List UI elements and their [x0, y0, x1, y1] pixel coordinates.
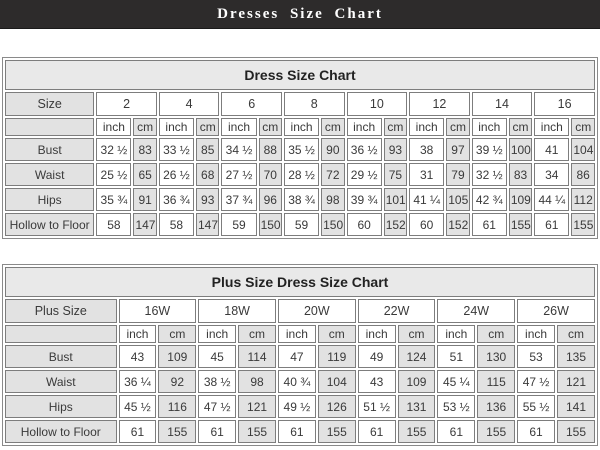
measurement-inch-value: 35 ½ [284, 138, 319, 161]
measurement-cm-value: 85 [196, 138, 219, 161]
measurement-inch-value: 53 ½ [437, 395, 475, 418]
measurement-inch-value: 61 [198, 420, 236, 443]
measurement-cm-value: 97 [446, 138, 469, 161]
measurement-cm-value: 155 [238, 420, 276, 443]
measurement-inch-value: 39 ½ [472, 138, 507, 161]
table-row [5, 188, 595, 211]
size-value: 6 [221, 92, 282, 116]
unit-cm-header: cm [133, 118, 156, 136]
unit-inch-header: inch [198, 325, 236, 343]
measurement-cm-value: 92 [158, 370, 196, 393]
size-value: 8 [284, 92, 345, 116]
measurement-row-label: Bust [5, 345, 117, 368]
unit-cm-header: cm [446, 118, 469, 136]
table-row [5, 163, 595, 186]
measurement-inch-value: 47 ½ [517, 370, 555, 393]
measurement-cm-value: 147 [196, 213, 219, 236]
measurement-inch-value: 32 ½ [472, 163, 507, 186]
measurement-cm-value: 155 [509, 213, 532, 236]
page-title: Dresses Size Chart [217, 5, 383, 22]
size-value: 12 [409, 92, 470, 116]
unit-cm-header: cm [398, 325, 436, 343]
unit-inch-header: inch [437, 325, 475, 343]
measurement-inch-value: 44 ¼ [534, 188, 569, 211]
unit-inch-header: inch [409, 118, 444, 136]
measurement-cm-value: 150 [259, 213, 282, 236]
measurement-inch-value: 41 [534, 138, 569, 161]
measurement-cm-value: 79 [446, 163, 469, 186]
unit-inch-header: inch [96, 118, 131, 136]
measurement-cm-value: 70 [259, 163, 282, 186]
measurement-inch-value: 43 [358, 370, 396, 393]
measurement-cm-value: 65 [133, 163, 156, 186]
measurement-cm-value: 155 [158, 420, 196, 443]
measurement-inch-value: 45 ¼ [437, 370, 475, 393]
measurement-inch-value: 34 ½ [221, 138, 256, 161]
unit-inch-header: inch [278, 325, 316, 343]
corner-cell [5, 118, 94, 136]
measurement-inch-value: 60 [409, 213, 444, 236]
measurement-cm-value: 93 [384, 138, 407, 161]
table-title: Dress Size Chart [5, 60, 595, 90]
unit-cm-header: cm [196, 118, 219, 136]
measurement-inch-value: 27 ½ [221, 163, 256, 186]
size-column-header: Size [5, 92, 94, 116]
measurement-cm-value: 155 [318, 420, 356, 443]
size-value: 22W [358, 299, 436, 323]
measurement-inch-value: 39 ¾ [347, 188, 382, 211]
measurement-inch-value: 53 [517, 345, 555, 368]
measurement-cm-value: 86 [571, 163, 595, 186]
measurement-cm-value: 68 [196, 163, 219, 186]
measurement-inch-value: 51 [437, 345, 475, 368]
measurement-cm-value: 83 [133, 138, 156, 161]
measurement-cm-value: 88 [259, 138, 282, 161]
unit-cm-header: cm [509, 118, 532, 136]
table-row [5, 138, 595, 161]
measurement-cm-value: 104 [571, 138, 595, 161]
table-row [5, 345, 595, 368]
measurement-inch-value: 41 ¼ [409, 188, 444, 211]
measurement-cm-value: 83 [509, 163, 532, 186]
unit-inch-header: inch [358, 325, 396, 343]
measurement-inch-value: 61 [278, 420, 316, 443]
measurement-row-label: Hollow to Floor [5, 420, 117, 443]
measurement-inch-value: 61 [358, 420, 396, 443]
measurement-row-label: Waist [5, 370, 117, 393]
measurement-inch-value: 35 ¾ [96, 188, 131, 211]
measurement-cm-value: 114 [238, 345, 276, 368]
measurement-inch-value: 42 ¾ [472, 188, 507, 211]
measurement-cm-value: 136 [477, 395, 515, 418]
measurement-cm-value: 119 [318, 345, 356, 368]
table-title: Plus Size Dress Size Chart [5, 267, 595, 297]
measurement-cm-value: 112 [571, 188, 595, 211]
measurement-row-label: Waist [5, 163, 94, 186]
measurement-row-label: Hollow to Floor [5, 213, 94, 236]
measurement-inch-value: 31 [409, 163, 444, 186]
measurement-inch-value: 60 [347, 213, 382, 236]
unit-inch-header: inch [159, 118, 194, 136]
unit-inch-header: inch [517, 325, 555, 343]
measurement-inch-value: 45 [198, 345, 236, 368]
measurement-inch-value: 45 ½ [119, 395, 157, 418]
unit-inch-header: inch [221, 118, 256, 136]
measurement-inch-value: 61 [119, 420, 157, 443]
unit-cm-header: cm [259, 118, 282, 136]
measurement-inch-value: 49 ½ [278, 395, 316, 418]
measurement-inch-value: 38 ½ [198, 370, 236, 393]
size-value: 10 [347, 92, 408, 116]
measurement-cm-value: 141 [557, 395, 595, 418]
size-column-header: Plus Size [5, 299, 117, 323]
unit-inch-header: inch [284, 118, 319, 136]
measurement-cm-value: 75 [384, 163, 407, 186]
measurement-cm-value: 109 [509, 188, 532, 211]
measurement-cm-value: 116 [158, 395, 196, 418]
size-value: 16 [534, 92, 595, 116]
corner-cell [5, 325, 117, 343]
unit-cm-header: cm [384, 118, 407, 136]
measurement-inch-value: 37 ¾ [221, 188, 256, 211]
measurement-cm-value: 155 [557, 420, 595, 443]
size-value: 2 [96, 92, 157, 116]
size-value: 26W [517, 299, 595, 323]
dress-size-chart-table [2, 57, 598, 239]
measurement-inch-value: 25 ½ [96, 163, 131, 186]
table-row [5, 420, 595, 443]
measurement-inch-value: 61 [472, 213, 507, 236]
unit-cm-header: cm [238, 325, 276, 343]
measurement-inch-value: 43 [119, 345, 157, 368]
measurement-cm-value: 98 [238, 370, 276, 393]
table-row [5, 370, 595, 393]
measurement-cm-value: 152 [384, 213, 407, 236]
measurement-inch-value: 59 [221, 213, 256, 236]
measurement-inch-value: 40 ¾ [278, 370, 316, 393]
measurement-inch-value: 33 ½ [159, 138, 194, 161]
measurement-inch-value: 61 [517, 420, 555, 443]
measurement-inch-value: 61 [437, 420, 475, 443]
measurement-cm-value: 104 [318, 370, 356, 393]
measurement-cm-value: 72 [321, 163, 344, 186]
measurement-inch-value: 51 ½ [358, 395, 396, 418]
measurement-cm-value: 121 [238, 395, 276, 418]
measurement-cm-value: 93 [196, 188, 219, 211]
measurement-inch-value: 49 [358, 345, 396, 368]
unit-inch-header: inch [534, 118, 569, 136]
measurement-inch-value: 34 [534, 163, 569, 186]
measurement-cm-value: 105 [446, 188, 469, 211]
measurement-cm-value: 124 [398, 345, 436, 368]
unit-inch-header: inch [119, 325, 157, 343]
measurement-inch-value: 36 ½ [347, 138, 382, 161]
measurement-cm-value: 101 [384, 188, 407, 211]
measurement-inch-value: 26 ½ [159, 163, 194, 186]
measurement-row-label: Hips [5, 188, 94, 211]
unit-cm-header: cm [321, 118, 344, 136]
measurement-cm-value: 90 [321, 138, 344, 161]
page-header-bar [0, 0, 600, 29]
size-value: 24W [437, 299, 515, 323]
unit-cm-header: cm [477, 325, 515, 343]
measurement-cm-value: 126 [318, 395, 356, 418]
unit-cm-header: cm [158, 325, 196, 343]
table-row [5, 395, 595, 418]
measurement-cm-value: 155 [398, 420, 436, 443]
measurement-inch-value: 32 ½ [96, 138, 131, 161]
measurement-cm-value: 135 [557, 345, 595, 368]
measurement-cm-value: 150 [321, 213, 344, 236]
measurement-inch-value: 47 ½ [198, 395, 236, 418]
measurement-inch-value: 61 [534, 213, 569, 236]
measurement-cm-value: 152 [446, 213, 469, 236]
measurement-cm-value: 131 [398, 395, 436, 418]
measurement-cm-value: 96 [259, 188, 282, 211]
unit-inch-header: inch [347, 118, 382, 136]
unit-cm-header: cm [557, 325, 595, 343]
measurement-inch-value: 38 [409, 138, 444, 161]
measurement-cm-value: 109 [158, 345, 196, 368]
measurement-inch-value: 38 ¾ [284, 188, 319, 211]
size-value: 14 [472, 92, 533, 116]
plus-size-dress-size-chart-table [2, 264, 598, 446]
unit-cm-header: cm [571, 118, 595, 136]
measurement-inch-value: 29 ½ [347, 163, 382, 186]
measurement-cm-value: 147 [133, 213, 156, 236]
measurement-inch-value: 58 [159, 213, 194, 236]
measurement-cm-value: 130 [477, 345, 515, 368]
measurement-row-label: Hips [5, 395, 117, 418]
measurement-cm-value: 121 [557, 370, 595, 393]
measurement-inch-value: 36 ¼ [119, 370, 157, 393]
measurement-cm-value: 155 [477, 420, 515, 443]
measurement-inch-value: 59 [284, 213, 319, 236]
measurement-cm-value: 115 [477, 370, 515, 393]
size-value: 16W [119, 299, 197, 323]
measurement-cm-value: 91 [133, 188, 156, 211]
unit-cm-header: cm [318, 325, 356, 343]
measurement-inch-value: 55 ½ [517, 395, 555, 418]
measurement-cm-value: 98 [321, 188, 344, 211]
measurement-row-label: Bust [5, 138, 94, 161]
measurement-inch-value: 36 ¾ [159, 188, 194, 211]
size-value: 18W [198, 299, 276, 323]
size-value: 20W [278, 299, 356, 323]
measurement-cm-value: 100 [509, 138, 532, 161]
size-value: 4 [159, 92, 220, 116]
measurement-inch-value: 58 [96, 213, 131, 236]
unit-inch-header: inch [472, 118, 507, 136]
measurement-cm-value: 155 [571, 213, 595, 236]
measurement-cm-value: 109 [398, 370, 436, 393]
table-row [5, 213, 595, 236]
measurement-inch-value: 47 [278, 345, 316, 368]
measurement-inch-value: 28 ½ [284, 163, 319, 186]
